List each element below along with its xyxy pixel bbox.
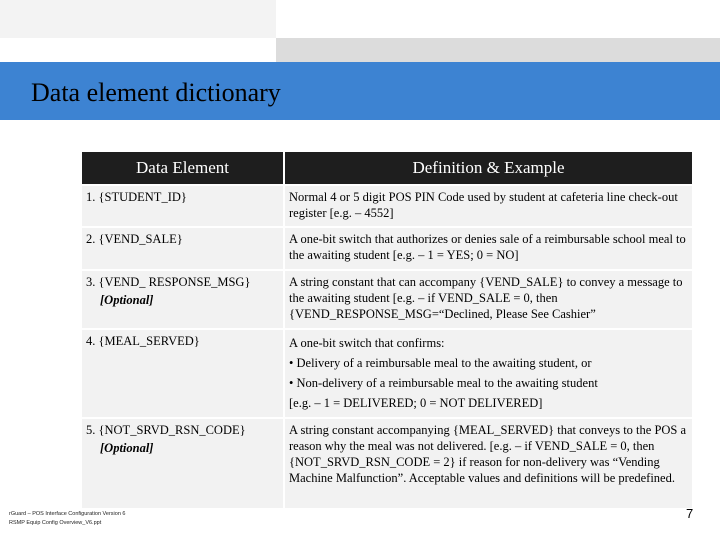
definition-text: A string constant that can accompany {VEND_SALE} to convey a message to the awaiting student [e.g. – if VEND_SALE = 0, then {VEND_RESPONSE_MSG=“Declined, Please See Cashier” <box>289 275 683 321</box>
element-name: 5. {NOT_SRVD_RSN_CODE} <box>86 423 246 437</box>
footer-line-1: rGuard – POS Interface Configuration Version 6 <box>9 511 126 517</box>
element-name: 4. {MEAL_SERVED} <box>86 334 200 348</box>
definition-text: A one-bit switch that authorizes or denies sale of a reimbursable school meal to the awaiting student [e.g. – 1 = YES; 0 = NO] <box>289 232 686 262</box>
definition-example: [e.g. – 1 = DELIVERED; 0 = NOT DELIVERED] <box>289 396 543 410</box>
decorative-block-light <box>0 0 276 38</box>
table-row <box>81 270 693 329</box>
element-name: 2. {VEND_SALE} <box>86 232 183 246</box>
title-bar <box>0 62 720 120</box>
footer-note <box>9 510 125 528</box>
table-row <box>81 227 693 270</box>
optional-tag: [Optional] <box>100 441 154 455</box>
data-dictionary-table <box>80 152 694 510</box>
table-row <box>81 185 693 227</box>
definition-bullet: • Non-delivery of a reimbursable meal to the awaiting student <box>289 376 598 390</box>
element-cell <box>81 227 284 270</box>
header-definition-example: Definition & Example <box>284 152 693 185</box>
element-cell <box>81 185 284 227</box>
definition-cell <box>284 227 693 270</box>
element-cell <box>81 418 284 509</box>
table-header-row <box>81 152 693 185</box>
top-decorative-band <box>0 0 720 62</box>
footer-line-2: RSMP Equip Config Overview_V6.ppt <box>9 520 102 526</box>
element-name: 1. {STUDENT_ID} <box>86 190 187 204</box>
table-row <box>81 329 693 418</box>
definition-cell <box>284 418 693 509</box>
definition-cell <box>284 329 693 418</box>
slide-title: Data element dictionary <box>31 78 281 107</box>
definition-text: Normal 4 or 5 digit POS PIN Code used by student at cafeteria line check-out register [e.g. – 4552] <box>289 190 678 220</box>
table-row <box>81 418 693 509</box>
element-cell <box>81 329 284 418</box>
element-cell <box>81 270 284 329</box>
element-name: 3. {VEND_ RESPONSE_MSG} <box>86 275 251 289</box>
page-number: 7 <box>686 506 694 521</box>
decorative-strip-gray <box>276 38 720 62</box>
header-data-element: Data Element <box>81 152 284 185</box>
definition-text: A one-bit switch that confirms: <box>289 336 445 350</box>
optional-tag: [Optional] <box>100 293 154 307</box>
definition-bullet: • Delivery of a reimbursable meal to the awaiting student, or <box>289 356 592 370</box>
definition-text: A string constant accompanying {MEAL_SERVED} that conveys to the POS a reason why the meal was not delivered. [e.g. – if VEND_SALE = 0, then {NOT_SRVD_RSN_CODE = 2} if reason for non-delivery was “Vending Machine Malfunction”. Acceptable values and definitions will be predefined. <box>289 423 687 485</box>
definition-cell <box>284 185 693 227</box>
definition-cell <box>284 270 693 329</box>
